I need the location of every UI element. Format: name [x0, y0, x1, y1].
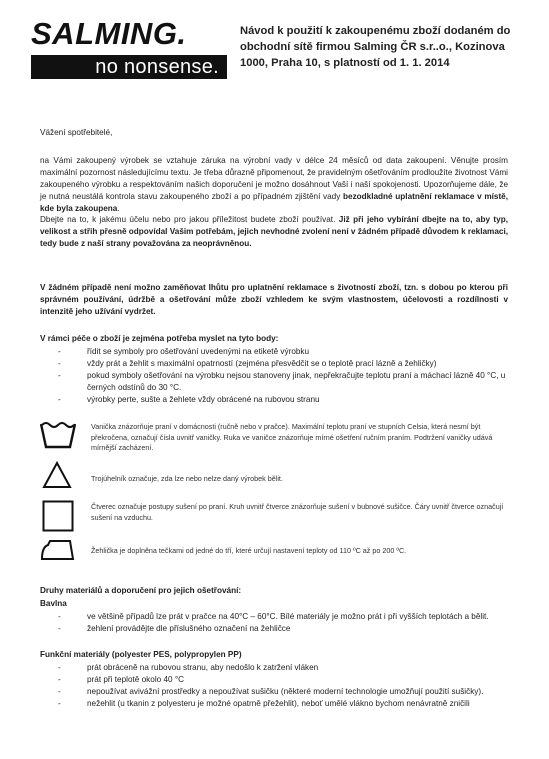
list-dash: - — [58, 624, 61, 633]
list-item-text: žehlení provádějte dle příslušného označení na žehličce — [87, 624, 291, 633]
list-item-text: prát obráceně na rubovou stranu, aby nedošlo k zatržení vláken — [87, 663, 319, 672]
list-item — [58, 611, 508, 623]
square-icon — [42, 500, 74, 532]
fit-paragraph — [40, 214, 508, 250]
list-item-text: nežehlit (u tkanin z polyesteru je možné opatrně přežehlit), neboť umělé vlákno bychom nenávratně zničili — [87, 699, 470, 708]
list-item — [58, 686, 508, 698]
list-item — [58, 674, 508, 686]
list-item-text: prát při teplotě okolo 40 °C — [87, 675, 185, 684]
triangle-icon — [42, 461, 72, 489]
list-item-text: ve většině případů lze prát v pračce na 40°C – 60°C. Bílé materiály je možno prát i při vyšších teplotách a bělit. — [87, 612, 489, 621]
list-item-text: pokud symboly ošetřování na výrobku nejsou stanoveny jinak, nepřekračujte teplotu praní a máchací lázně 40 °C, u černých odstínů do 30 °C. — [87, 371, 506, 392]
iron-description: Žehlička je doplněna tečkami od jedné do tří, které určují nastavení teploty od 110 ºC až po 200 ºC. — [91, 546, 407, 555]
list-item — [58, 358, 508, 370]
functional-list — [58, 662, 508, 710]
lifetime-paragraph: V žádném případě není možno zaměňovat lhůtu pro uplatnění reklamace s životností zboží, tzn. s dobou po kterou při správném používání, údržbě a ošetřování může zboží vzhledem ke svým vlastnostem, účelovosti a rozdílnosti v intenzitě jeho užívání vydržet. — [40, 283, 508, 316]
list-dash: - — [58, 371, 61, 380]
care-list — [58, 346, 508, 406]
list-dash: - — [58, 395, 61, 404]
functional-heading: Funkční materiály (polyester PES, polypropylen PP) — [40, 650, 242, 659]
list-item — [58, 370, 508, 394]
care-heading: V rámci péče o zboží je zejména potřeba myslet na tyto body: — [40, 334, 279, 343]
greeting: Vážení spotřebitelé, — [40, 128, 113, 137]
triangle-description: Trojúhelník označuje, zda lze nebo nelze daný výrobek bělit. — [91, 474, 283, 483]
list-item-text: vždy prát a žehlit s maximální opatrností (zejména přesvědčit se o teplotě prací lázně a žehličky) — [87, 359, 437, 368]
list-dash: - — [58, 699, 61, 708]
salming-logo — [31, 18, 227, 84]
list-dash: - — [58, 663, 61, 672]
intro-text: na Vámi zakoupený výrobek se vztahuje záruka na výrobní vady v délce 24 měsíců od data zakoupení. Věnujte prosím maximální pozornost následujícímu textu. Je třeba důrazně připomenout, že pravidelným ošetřováním prodloužíte životnost Vámi zakoupeného výrobku a respektováním našich doporučení je možno dosáhnout Vaší i naší spokojenosti. Upozorňujeme dále, že je nutná neustálá kontrola stavu zakoupeného zboží a po případném zjištění vady — [40, 156, 508, 201]
square-description: Čtverec označuje postupy sušení po praní. Kruh uvnitř čtverce znázorňuje sušení v bubnové sušičce. Čáry uvnitř čtverce označují sušení na vzduchu. — [91, 502, 504, 522]
fit-bold-text: Již při jeho vybírání dbejte na to, aby typ, velikost a střih přesně odpovídal Vašim potřebám, jejich nevhodné zvolení není v žádném případě důvodem k reklamaci, tedy bude z naší strany považována za neoprávněnou. — [40, 215, 508, 248]
list-dash: - — [58, 359, 61, 368]
intro-paragraph — [40, 155, 508, 215]
list-item-text: řídit se symboly pro ošetřování uvedenými na etiketě výrobku — [87, 347, 310, 356]
cotton-heading: Bavlna — [40, 599, 67, 608]
list-dash: - — [58, 612, 61, 621]
document-title: Návod k použití k zakoupenému zboží dodaném do obchodní sítě firmou Salming ČR s.r..o., Kozinova 1000, Praha 10, s platností od 1. 1. 2014 — [240, 25, 511, 69]
list-item — [58, 623, 508, 635]
iron-icon — [40, 539, 76, 561]
list-item-text: nepoužívat avivážní prostředky a nepoužívat sušičku (některé moderní technologie umožňují použití sušičky). — [87, 687, 484, 696]
fit-text: Dbejte na to, k jakému účelu nebo pro jakou příležitost budete zboží používat. — [40, 215, 339, 224]
cotton-list — [58, 611, 508, 635]
list-item — [58, 346, 508, 358]
logo-tagline: no nonsense. — [31, 55, 227, 79]
list-dash: - — [58, 687, 61, 696]
washtub-description: Vanička znázorňuje praní v domácnosti (ručně nebo v pračce). Maximální teplotu praní ve stupních Celsia, která nesmí být překročena, označují čísla uvnitř vaničky. Ruka ve vaničce znázorňuje mírné ošetření ručním praním. Podtržení vaničky udává mírnější zacházení. — [91, 422, 493, 452]
list-dash: - — [58, 347, 61, 356]
list-item-text: výrobky perte, sušte a žehlete vždy obrácené na rubovou stranu — [87, 395, 320, 404]
list-dash: - — [58, 675, 61, 684]
washtub-icon — [40, 421, 76, 449]
list-item — [58, 394, 508, 406]
intro-end: . — [117, 204, 120, 213]
materials-heading: Druhy materiálů a doporučení pro jejich ošetřování: — [40, 586, 242, 595]
list-item — [58, 662, 508, 674]
intro-bold-text: bezodkladné uplatnění reklamace v místě, kde byla zakoupena — [40, 192, 508, 213]
list-item — [58, 698, 508, 710]
logo-brand: SALMING. — [31, 16, 187, 51]
